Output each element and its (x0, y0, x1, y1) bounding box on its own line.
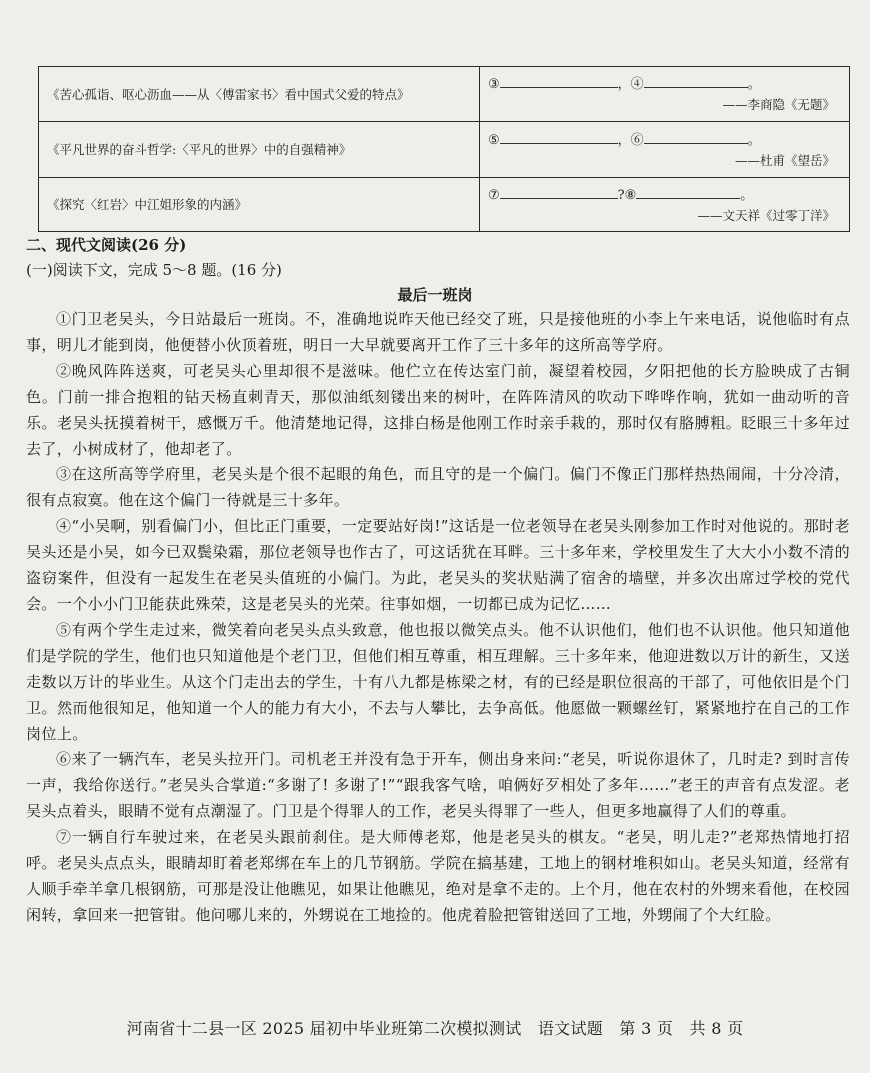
paragraph: ②晚风阵阵送爽，可老吴头心里却很不是滋味。他伫立在传达室门前，凝望着校园，夕阳把他的长方脸映成了古铜色。门前一排合抱粗的钻天杨直刺青天，那似油纸刻镂出来的树叶，在阵阵清风的吹动下哗哗作响，犹如一曲动听的音乐。老吴头抚摸着树干，感慨万千。他清楚地记得，这排白杨是他刚工作时亲手栽的，那时仅有胳膊粗。眨眼三十多年过去了，小树成材了，他却老了。 (26, 361, 850, 458)
punctuation: 。 (747, 77, 761, 92)
blank-number: ③ (488, 77, 500, 92)
table-row (39, 67, 850, 122)
paragraph: ③在这所高等学府里，老吴头是个很不起眼的角色，而且守的是一个偏门。偏门不像正门那样热热闹闹，十分冷清，很有点寂寞。他在这个偏门一待就是三十多年。 (26, 465, 850, 510)
paragraph: ⑤有两个学生走过来，微笑着向老吴头点头致意，他也报以微笑点头。他不认识他们，他们也不认识他。他只知道他们是学院的学生，他们也只知道他是个老门卫，但他们相互尊重，相互理解。三十多年来，他迎进数以万计的新生，又送走数以万计的毕业生。从这个门走出去的学生，十有八九都是栋梁之材，有的已经是职位很高的干部了，可他依旧是个门卫。然而他很知足，他知道一个人的能力有大小，不去与人攀比，去争高低。他愿做一颗螺丝钉，紧紧地拧在自己的工作岗位上。 (26, 620, 850, 743)
poem-source: ——文天祥《过零丁洋》 (697, 207, 835, 223)
table-row (39, 178, 850, 232)
answer-blank[interactable] (500, 129, 618, 144)
paragraph: ①门卫老吴头，今日站最后一班岗。不，准确地说昨天他已经交了班，只是接他班的小李上午来电话，说他临时有点事，明儿才能到岗，他便替小伙顶着班，明日一大早就要离开工作了三十多年的这所高等学府。 (26, 310, 850, 354)
paragraph: ⑦一辆自行车驶过来，在老吴头跟前刹住。是大师傅老郑，他是老吴头的棋友。“老吴，明儿走?”老郑热情地打招呼。老吴头点点头，眼睛却盯着老郑绑在车上的几节钢筋。学院在搞基建，工地上的钢材堆积如山。老吴头知道，经常有人顺手牵羊拿几根钢筋，可那是没让他瞧见，如果让他瞧见，绝对是拿不走的。上个月，他在农村的外甥来看他，在校园闲转，拿回来一把管钳。他问哪儿来的，外甥说在工地捡的。他虎着脸把管钳送回了工地，外甥闹了个大红脸。 (26, 828, 850, 924)
paragraph: ⑥来了一辆汽车，老吴头拉开门。司机老王并没有急于开车，侧出身来问:“老吴，听说你退休了，几时走? 到时言传一声，我给你送行。”老吴头合掌道:“多谢了! 多谢了!”“跟我客气啥，咱俩好歹相处了多年……”老王的声音有点发涩。老吴头点着头，眼睛不觉有点潮湿了。门卫是个得罪人的工作，老吴头得罪了一些人，但更多地赢得了人们的尊重。 (26, 750, 850, 821)
blank-number: ⑧ (624, 187, 637, 203)
answer-cell (480, 122, 850, 178)
blank-number: ⑤ (488, 132, 500, 148)
poem-source: ——杜甫《望岳》 (734, 152, 835, 168)
section-subtitle: (一)阅读下文，完成 5～8 题。(16 分) (26, 261, 282, 279)
poem-source: ——李商隐《无题》 (722, 97, 835, 112)
paragraph: ④“小吴啊，别看偏门小，但比正门重要，一定要站好岗!”这话是一位老领导在老吴头刚参加工作时对他说的。那时老吴头还是小吴，如今已双鬓染霜，那位老领导也作古了，可这话犹在耳畔。三十多年来，学校里发生了大大小小数不清的盗窃案件，但没有一起发生在老吴头值班的小偏门。为此，老吴头的奖状贴满了宿舍的墙壁，并多次出席过学校的党代会。一个小小门卫能获此殊荣，这是老吴头的光荣。往事如烟，一切都已成为记忆…… (26, 517, 850, 613)
answer-blank[interactable] (644, 129, 748, 144)
answer-blank[interactable] (500, 73, 618, 88)
blank-number: ⑥ (630, 132, 644, 148)
punctuation: ? (617, 187, 625, 203)
page-footer: 河南省十二县一区 2025 届初中毕业班第二次模拟测试 语文试题 第 3 页 共 8 页 (126, 1019, 744, 1038)
blank-number: ④ (630, 77, 644, 92)
punctuation: 。 (747, 132, 761, 148)
fill-in-table (38, 66, 850, 232)
theme-cell: 《探究〈红岩〉中江姐形象的内涵》 (39, 178, 480, 232)
answer-blank[interactable] (500, 184, 618, 199)
theme-cell: 《苦心孤诣、呕心沥血——从〈傅雷家书〉看中国式父爱的特点》 (39, 67, 480, 122)
section-title: 二、现代文阅读(26 分) (26, 236, 187, 254)
theme-cell: 《平凡世界的奋斗哲学:〈平凡的世界〉中的自强精神》 (39, 122, 480, 178)
answer-cell (480, 67, 850, 122)
answer-cell (480, 178, 850, 232)
answer-blank[interactable] (636, 184, 740, 199)
punctuation: ， (617, 132, 631, 148)
article-body (26, 307, 850, 929)
punctuation: ， (617, 77, 631, 92)
table-row (39, 122, 850, 178)
blank-number: ⑦ (488, 187, 500, 203)
answer-blank[interactable] (644, 73, 748, 88)
article-title: 最后一班岗 (397, 286, 473, 304)
punctuation: 。 (740, 187, 754, 203)
